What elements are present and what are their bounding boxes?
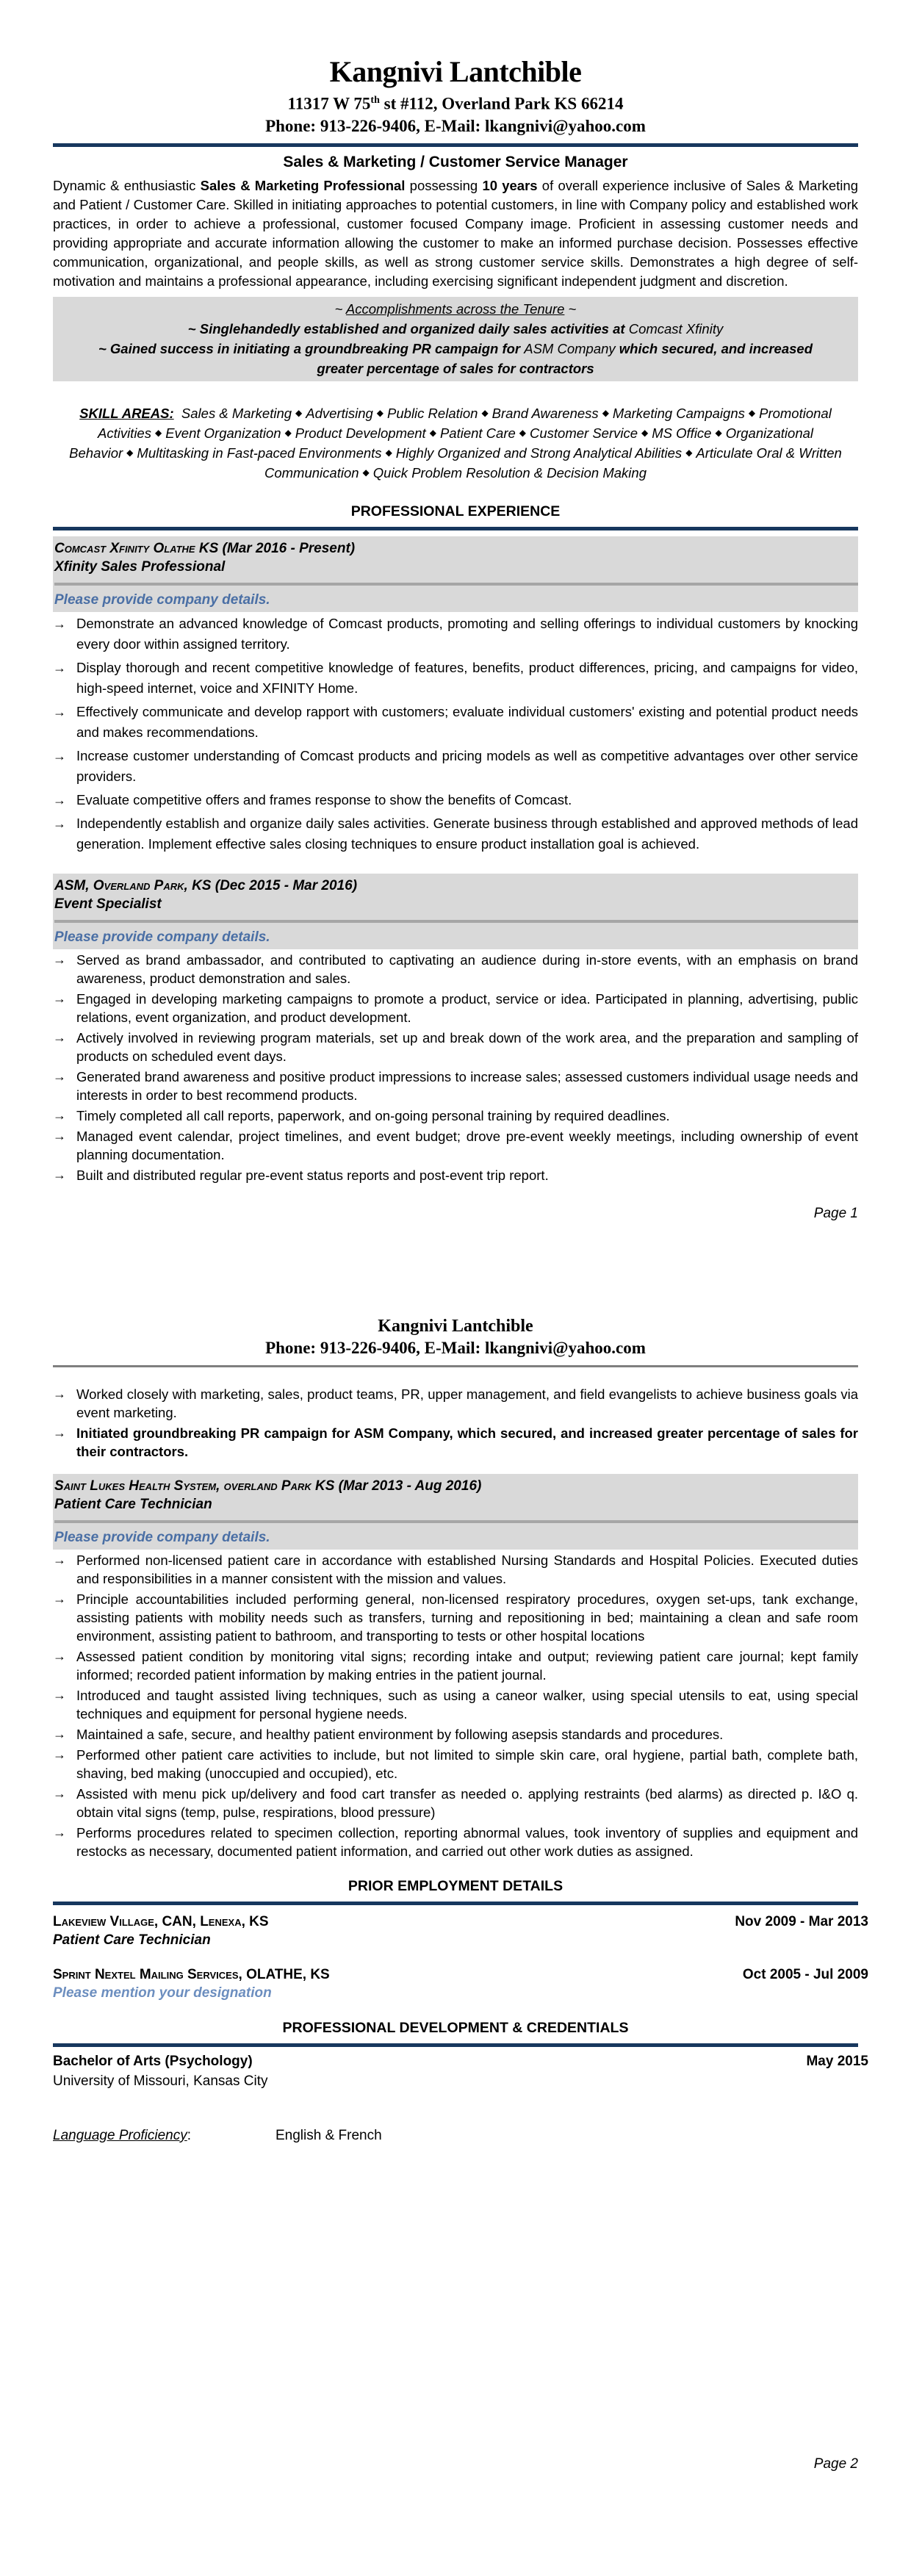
candidate-contact: Phone: 913-226-9406, E-Mail: lkangnivi@yahoo.com [265,116,646,135]
bullet-text: Principle accountabilities included performing general, non-licensed respiratory procedures, oxygen set-ups, tank exchange, assisting patients with mobility needs such as transfers, turning and repositioning in bed; maintaining a clean and safe room environment, assisting patient to bathroom, and transporting to tests or other hospital locations [76,1591,858,1644]
job-bullets-saint-lukes [53,1551,858,1860]
arrow-right-icon: → [53,704,66,719]
bullet-text: Performed other patient care activities to include, but not limited to simple skin care, oral hygiene, partial bath, complete bath, shaving, bed making (unoccupied and occupied), etc. [76,1747,858,1781]
section-heading-education: PROFESSIONAL DEVELOPMENT & CREDENTIALS [282,2020,629,2036]
diamond-separator-icon: ◆ [385,447,392,458]
bullet-text: Assisted with menu pick up/delivery and food cart transfer as needed o. applying restraints (bed alarms) as directed p. I&O q. obtain vital signs (temp, pulse, respirations, blood pressure) [76,1786,858,1820]
candidate-address: 11317 W 75th st #112, Overland Park KS 66214 [287,94,624,113]
arrow-right-icon: → [53,1786,66,1801]
arrow-right-icon: → [53,1688,66,1702]
skill-item: Multitasking in Fast-paced Environments [137,445,382,461]
bullet-item [53,1746,858,1782]
job-company: ASM, Overland Park, KS (Dec 2015 - Mar 2016) [54,877,358,893]
accomplishment-item: ~ Singlehandedly established and organized daily sales activities at Comcast Xfinity [187,320,724,337]
bullet-item [53,1785,858,1821]
company-details-placeholder: Please provide company details. [54,929,270,945]
arrow-right-icon: → [53,990,66,1006]
arrow-right-icon: → [53,660,66,675]
skill-item: Highly Organized and Strong Analytical Abilities [395,445,683,461]
diamond-separator-icon: ◆ [362,467,370,478]
bullet-text: Initiated groundbreaking PR campaign for ASM Company, which secured, and increased greater percentage of sales for their contractors. [76,1425,858,1459]
candidate-name: Kangnivi Lantchible [329,55,582,88]
skill-item: Promotional Activities [97,405,832,441]
arrow-right-icon: → [53,816,66,831]
arrow-right-icon: → [53,616,66,631]
bullet-item [53,1551,858,1588]
language-value: English & French [276,2128,382,2143]
arrow-right-icon: → [53,1029,66,1045]
header-divider [53,143,858,147]
skill-item: Patient Care [439,425,516,441]
bullet-text: Served as brand ambassador, and contributed to captivating an audience during in-store events, with an emphasis on brand awareness, product demonstration and sales. [76,951,858,986]
degree-date: May 2015 [806,2054,868,2069]
job-role: Xfinity Sales Professional [54,558,226,575]
accomplishments-heading: ~ Accomplishments across the Tenure ~ [334,301,577,317]
arrow-right-icon: → [53,1386,66,1401]
arrow-right-icon: → [53,1591,66,1606]
bullet-item [53,1029,858,1065]
section-heading-experience: PROFESSIONAL EXPERIENCE [350,503,561,519]
bullet-item [53,1127,858,1164]
language-label: Language Proficiency: [53,2128,192,2143]
diamond-separator-icon: ◆ [376,407,384,418]
diamond-separator-icon: ◆ [126,447,134,458]
prior-employment-item [53,1965,868,2002]
bullet-item [53,1590,858,1645]
diamond-separator-icon: ◆ [481,407,489,418]
arrow-right-icon: → [53,1825,66,1840]
diamond-separator-icon: ◆ [429,427,436,438]
professional-summary: Dynamic & enthusiastic Sales & Marketing Professional possessing 10 years of overall experience inclusive of Sales & Marketing and Patient / Customer Care. Skilled in initiating approaches to potential customers, in line with Company policy and established work practices, in order to achieve a professional, customer focused Company image. Proficient in assessing customer needs and providing appropriate and accurate information allowing the customer to make an informed purchase decision. Possesses effective communication, organizational, and people skills, as well as strong customer service skills. Demonstrates a high degree of self-motivation and maintains a professional appearance, including exercising significant independent judgment and discretion. [53,177,858,289]
bullet-text: Display thorough and recent competitive knowledge of features, benefits, product differences, pricing, and campaigns for video, high-speed internet, voice and XFINITY Home. [76,659,858,696]
bullet-item-highlight [53,1424,858,1461]
bullet-item [53,1107,858,1125]
skill-item: Brand Awareness [491,405,599,421]
bullet-text: Performs procedures related to specimen collection, reporting abnormal values, took inventory of supplies and equipment and restocks as necessary, documented patient information, and carried out other work duties as assigned. [76,1825,858,1859]
headline: Sales & Marketing / Customer Service Manager [283,153,628,170]
skill-item: Marketing Campaigns [612,405,745,421]
skill-areas [68,403,843,483]
diamond-separator-icon: ◆ [748,407,756,418]
job-header-comcast [53,536,858,612]
skill-item: Organizational Behavior [69,425,814,461]
bullet-text: Effectively communicate and develop rapport with customers; evaluate individual customers' existing and potential product needs and makes recommendations. [76,703,858,740]
skill-item: Product Development [295,425,426,441]
diamond-separator-icon: ◆ [715,427,722,438]
diamond-separator-icon: ◆ [284,427,292,438]
job-role: Patient Care Technician [54,1497,212,1512]
section-divider [53,2043,858,2047]
job-bullets-asm [53,951,858,1184]
bullet-item [53,658,858,699]
bullet-text: Actively involved in reviewing program materials, set up and break down of the work area, and the preparation and sampling of products on scheduled event days. [76,1029,858,1064]
bullet-text: Independently establish and organize daily sales activities. Generate business through established and approved methods of lead generation. Implement effective sales closing techniques to ensure product installation goal is achieved. [76,815,858,852]
bullet-text: Engaged in developing marketing campaigns to promote a product, service or idea. Participated in planning, advertising, public relations, event organization, and product development. [76,990,858,1025]
diamond-separator-icon: ◆ [519,427,527,438]
skill-areas-label: SKILL AREAS: [79,405,174,421]
job-company: Comcast Xfinity Olathe KS (Mar 2016 - Present) [54,540,356,556]
page-number: Page 2 [813,2456,858,2472]
diamond-separator-icon: ◆ [685,447,693,458]
job-role: Event Specialist [54,896,162,912]
arrow-right-icon: → [53,1727,66,1741]
skill-item: MS Office [652,425,712,441]
bullet-item [53,1385,858,1422]
prior-dates: Oct 2005 - Jul 2009 [742,1967,868,1982]
prior-role: Patient Care Technician [53,1932,211,1948]
bullet-text: Maintained a safe, secure, and healthy patient environment by following asepsis standards and procedures. [76,1727,724,1742]
bullet-text: Managed event calendar, project timelines, and event budget; drove pre-event weekly meetings, including ownership of event planning documentation. [76,1128,858,1162]
skill-item: Public Relation [387,405,478,421]
resume-page-2 [53,1315,868,2472]
bullet-text: Demonstrate an advanced knowledge of Comcast products, promoting and selling offerings to individual customers by knocking every door within assigned territory. [76,615,858,652]
skill-list [69,406,842,481]
page-number: Page 1 [813,1205,858,1221]
company-details-placeholder: Please provide company details. [54,591,270,608]
skill-item: Advertising [306,405,373,421]
bullet-text: Increase customer understanding of Comcast products and pricing models as well as competitive advantages over other service providers. [76,747,858,784]
bullet-item [53,1824,858,1860]
job-bullets-asm-continued [53,1385,858,1461]
skill-item: Event Organization [165,425,281,441]
job-divider [54,920,858,923]
bullet-item [53,614,858,655]
skill-item: Sales & Marketing [181,405,292,421]
bullet-text: Evaluate competitive offers and frames response to show the benefits of Comcast. [76,791,572,807]
prior-employment-item [53,1913,868,1949]
bullet-text: Assessed patient condition by monitoring vital signs; recording intake and output; reviewing patient care journal; kept family informed; recorded patient information by making entries in the patient journal. [76,1649,858,1683]
bullet-text: Timely completed all call reports, paperwork, and on-going personal training by required deadlines. [76,1107,670,1123]
bullet-text: Worked closely with marketing, sales, product teams, PR, upper management, and field evangelists to achieve business goals via event marketing. [76,1386,858,1420]
arrow-right-icon: → [53,792,66,807]
arrow-right-icon: → [53,1553,66,1567]
diamond-separator-icon: ◆ [154,427,162,438]
diamond-separator-icon: ◆ [602,407,609,418]
bullet-item [53,790,858,810]
arrow-right-icon: → [53,1167,66,1182]
diamond-separator-icon: ◆ [295,407,303,418]
arrow-right-icon: → [53,1128,66,1143]
bullet-text: Performed non-licensed patient care in accordance with established Nursing Standards and Hospital Policies. Executed duties and responsibilities in a manner consistent with the mission and values. [76,1553,858,1586]
bullet-item [53,1647,858,1684]
job-bullets-comcast [53,614,858,855]
job-company: Saint Lukes Health System, overland Park KS (Mar 2013 - Aug 2016) [54,1478,482,1494]
job-header-saint-lukes [53,1474,858,1550]
bullet-item [53,1725,858,1744]
bullet-text: Generated brand awareness and positive product impressions to increase sales; assessed customers individual usage needs and interests in order to best recommend products. [76,1068,858,1103]
job-divider [54,583,858,586]
page2-candidate-name: Kangnivi Lantchible [378,1317,533,1336]
accomplishment-item: ~ Gained success in initiating a groundbreaking PR campaign for ASM Company which secured, and increased greater percentage of sales for contractors [98,340,813,376]
arrow-right-icon: → [53,1107,66,1123]
section-divider [53,1902,858,1905]
diamond-separator-icon: ◆ [641,427,649,438]
company-details-placeholder: Please provide company details. [54,1530,270,1545]
language-proficiency [53,2126,858,2145]
skill-item: Quick Problem Resolution & Decision Making [372,464,647,481]
bullet-text: Built and distributed regular pre-event status reports and post-event trip report. [76,1167,549,1183]
section-divider [53,527,858,530]
bullet-item [53,990,858,1026]
bullet-item [53,1686,858,1723]
bullet-item [53,951,858,987]
arrow-right-icon: → [53,1425,66,1440]
job-divider [54,1520,858,1523]
bullet-item [53,1166,858,1184]
bullet-item [53,746,858,787]
education-item [53,2051,868,2091]
prior-dates: Nov 2009 - Mar 2013 [735,1914,868,1929]
page2-candidate-contact: Phone: 913-226-9406, E-Mail: lkangnivi@yahoo.com [265,1339,646,1357]
prior-company: Sprint Nextel Mailing Services, OLATHE, KS [53,1967,330,1982]
section-heading-prior: PRIOR EMPLOYMENT DETAILS [348,1878,563,1894]
page2-header-divider [53,1365,858,1367]
bullet-item [53,813,858,855]
arrow-right-icon: → [53,1747,66,1762]
school: University of Missouri, Kansas City [53,2073,268,2089]
skill-item: Customer Service [530,425,638,441]
skill-item: Articulate Oral & Written Communication [264,445,842,481]
degree: Bachelor of Arts (Psychology) [53,2054,253,2069]
bullet-item [53,1068,858,1104]
accomplishments-box [53,297,858,381]
arrow-right-icon: → [53,748,66,763]
prior-company: Lakeview Village, CAN, Lenexa, KS [53,1914,269,1929]
arrow-right-icon: → [53,1068,66,1084]
bullet-text: Introduced and taught assisted living techniques, such as using a caneor walker, using special utensils to eat, using special techniques and equipment for personal hygiene needs. [76,1688,858,1721]
arrow-right-icon: → [53,951,66,967]
arrow-right-icon: → [53,1649,66,1663]
bullet-item [53,702,858,743]
job-header-asm [53,874,858,949]
designation-placeholder: Please mention your designation [53,1985,272,2001]
resume-page-1 [53,54,858,1223]
